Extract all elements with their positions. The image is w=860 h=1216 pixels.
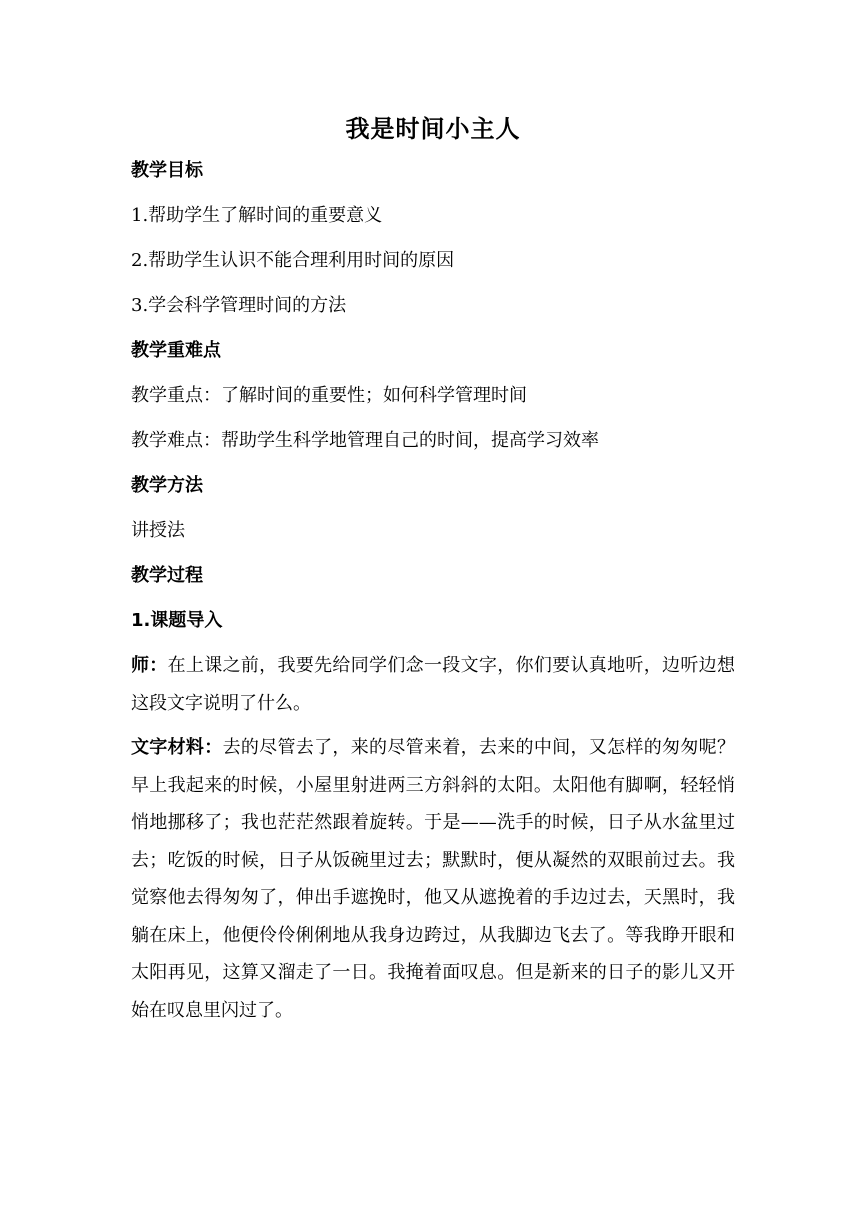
section-heading-key-points: 教学重难点: [131, 340, 221, 361]
section-heading-goals: 教学目标: [131, 160, 203, 181]
section-heading-method: 教学方法: [131, 475, 203, 496]
teacher-paragraph: [131, 647, 735, 722]
goal-item-2: 2.帮助学生认识不能合理利用时间的原因: [131, 250, 455, 271]
material-paragraph: [131, 729, 735, 1029]
section-heading-process: 教学过程: [131, 565, 203, 586]
document-body: [131, 112, 735, 1042]
method-text: 讲授法: [131, 520, 185, 541]
teacher-label: 师：: [131, 655, 168, 676]
material-label: 文字材料：: [131, 737, 223, 758]
step-heading-intro: 1.课题导入: [131, 610, 223, 631]
document-title: 我是时间小主人: [345, 114, 521, 143]
goal-item-1: 1.帮助学生了解时间的重要意义: [131, 205, 383, 226]
material-text: 去的尽管去了，来的尽管来着，去来的中间，又怎样的匆匆呢？早上我起来的时候，小屋里射进两三方斜斜的太阳。太阳他有脚啊，轻轻悄悄地挪移了；我也茫茫然跟着旋转。于是——洗手的时候，日子从水盆里过去；吃饭的时候，日子从饭碗里过去；默默时，便从凝然的双眼前过去。我觉察他去得匆匆了，伸出手遮挽时，他又从遮挽着的手边过去，天黑时，我躺在床上，他便伶伶俐俐地从我身边跨过，从我脚边飞去了。等我睁开眼和太阳再见，这算又溜走了一日。我掩着面叹息。但是新来的日子的影儿又开始在叹息里闪过了。: [131, 737, 735, 1021]
key-point-text: 教学重点：了解时间的重要性；如何科学管理时间: [131, 385, 527, 406]
difficulty-point-text: 教学难点：帮助学生科学地管理自己的时间，提高学习效率: [131, 430, 599, 451]
goal-item-3: 3.学会科学管理时间的方法: [131, 295, 347, 316]
teacher-text: 在上课之前，我要先给同学们念一段文字，你们要认真地听，边听边想这段文字说明了什么。: [131, 655, 735, 714]
